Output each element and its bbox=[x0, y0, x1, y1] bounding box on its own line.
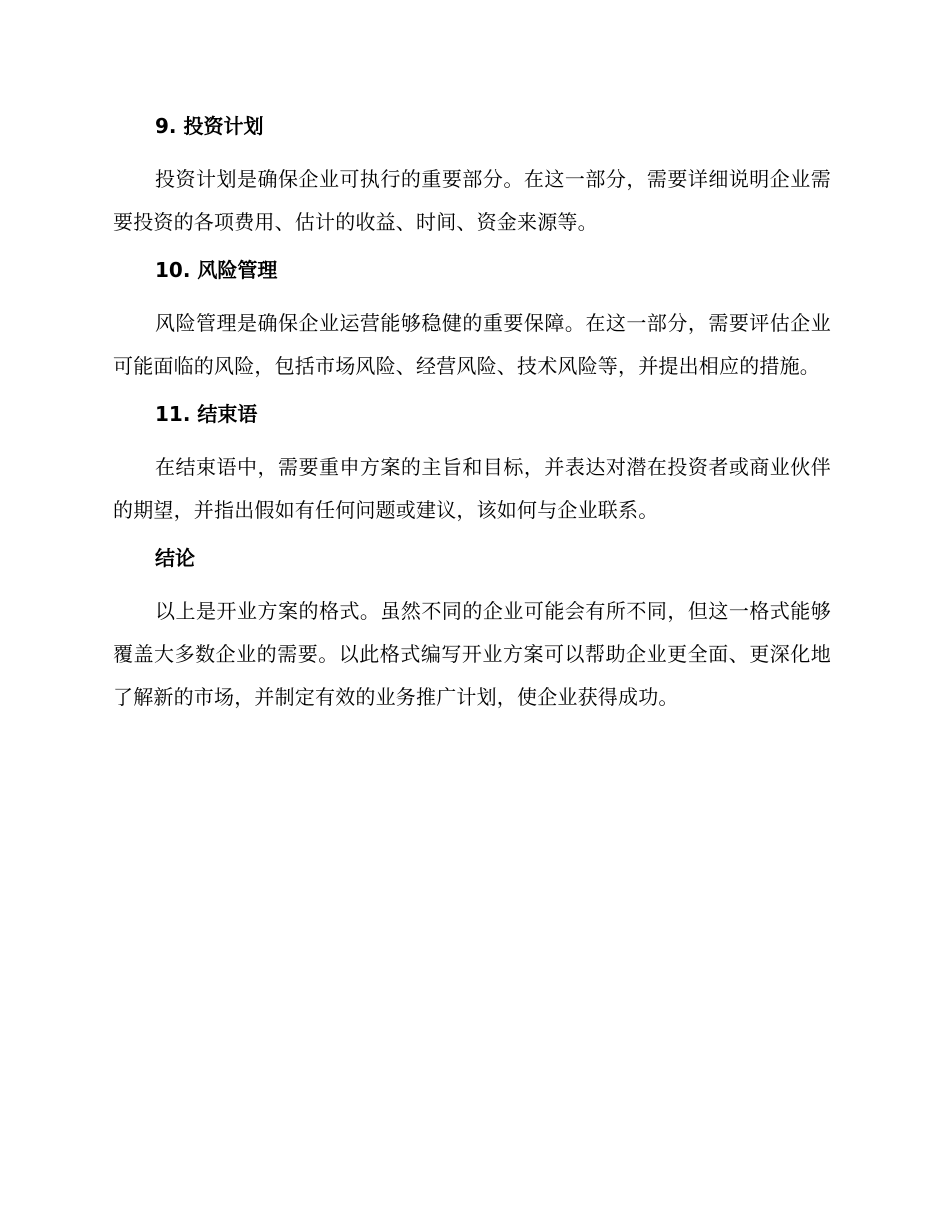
section-paragraph: 以上是开业方案的格式。虽然不同的企业可能会有所不同，但这一格式能够覆盖大多数企业的需要。以此格式编写开业方案可以帮助企业更全面、更深化地了解新的市场，并制定有效的业务推广计划，使企业获得成功。 bbox=[113, 599, 831, 709]
section-closing-remarks bbox=[113, 400, 831, 532]
section-paragraph: 在结束语中，需要重申方案的主旨和目标，并表达对潜在投资者或商业伙伴的期望，并指出假如有任何问题或建议，该如何与企业联系。 bbox=[113, 455, 831, 522]
section-heading: 9. 投资计划 bbox=[155, 114, 264, 138]
section-heading: 11. 结束语 bbox=[155, 402, 258, 426]
section-risk-management bbox=[113, 256, 831, 388]
document-content bbox=[113, 112, 831, 731]
section-paragraph: 风险管理是确保企业运营能够稳健的重要保障。在这一部分，需要评估企业可能面临的风险，包括市场风险、经营风险、技术风险等，并提出相应的措施。 bbox=[113, 311, 831, 378]
section-conclusion bbox=[113, 544, 831, 719]
section-heading: 10. 风险管理 bbox=[155, 258, 278, 282]
section-investment-plan bbox=[113, 112, 831, 244]
section-paragraph: 投资计划是确保企业可执行的重要部分。在这一部分，需要详细说明企业需要投资的各项费用、估计的收益、时间、资金来源等。 bbox=[113, 167, 831, 234]
section-heading: 结论 bbox=[155, 546, 195, 570]
